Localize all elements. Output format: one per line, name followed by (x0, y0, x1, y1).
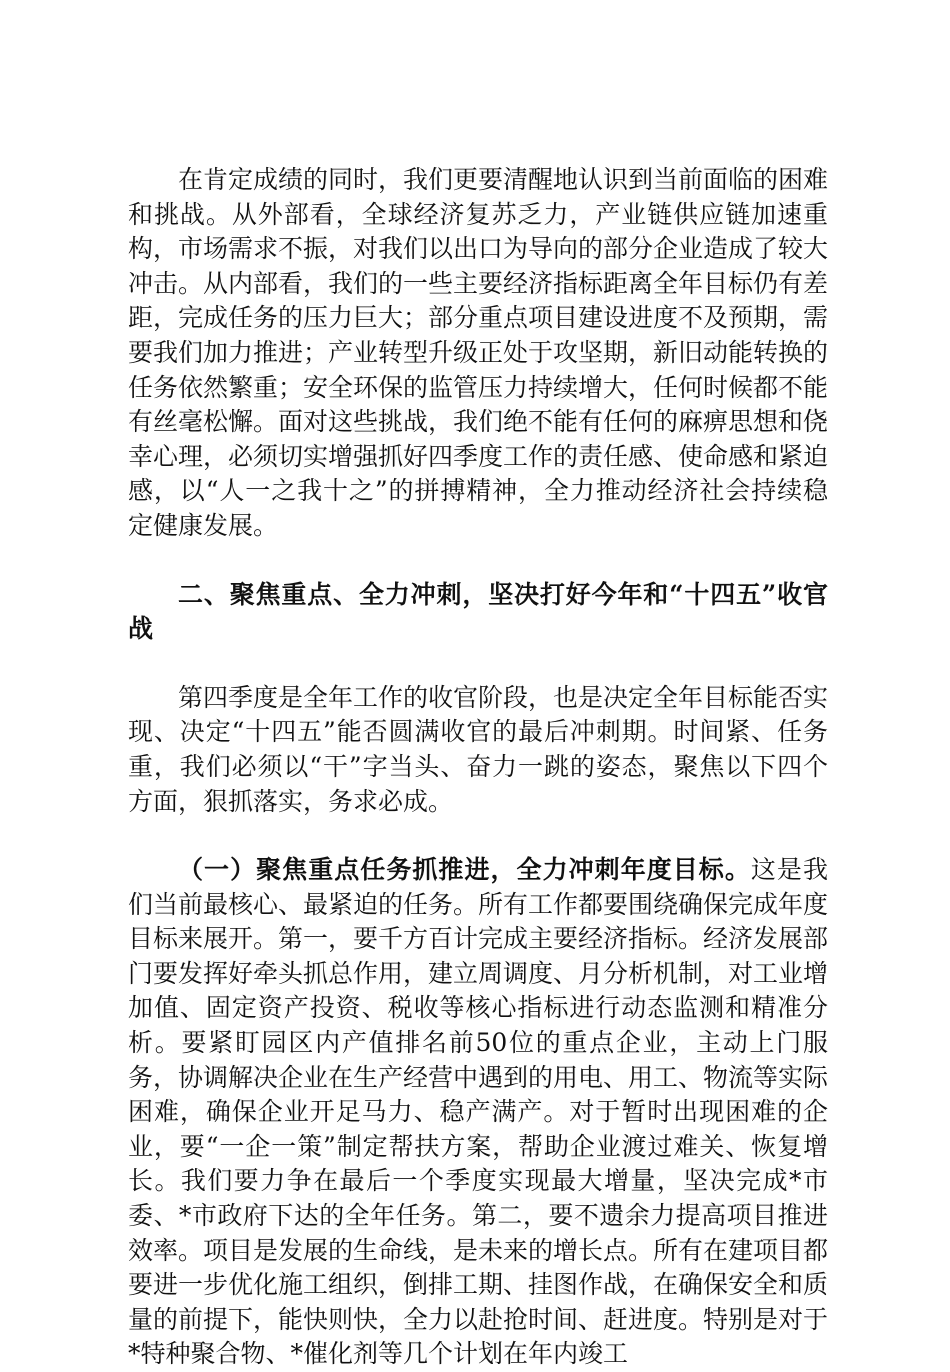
subsection-heading-1: （一）聚焦重点任务抓推进，全力冲刺年度目标。 (178, 855, 751, 885)
paragraph-challenges: 在肯定成绩的同时，我们更要清醒地认识到当前面临的困难和挑战。从外部看，全球经济复苏乏力，产业链供应链加速重构，市场需求不振，对我们以出口为导向的部分企业造成了较大冲击。从内部看，我们的一些主要经济指标距离全年目标仍有差距，完成任务的压力巨大；部分重点项目建设进度不及预期，需要我们加力推进；产业转型升级正处于攻坚期，新旧动能转换的任务依然繁重；安全环保的监管压力持续增大，任何时候都不能有丝毫松懈。面对这些挑战，我们绝不能有任何的麻痹思想和侥幸心理，必须切实增强抓好四季度工作的责任感、使命感和紧迫感，以“人一之我十之”的拼搏精神，全力推动经济社会持续稳定健康发展。 (128, 165, 829, 540)
paragraph-spacer (128, 544, 828, 578)
paragraph-fourth-quarter: 第四季度是全年工作的收官阶段，也是决定全年目标能否实现、决定“十四五”能否圆满收官的最后冲刺期。时间紧、任务重，我们必须以“干”字当头、奋力一跳的姿态，聚焦以下四个方面，狠抓落实，务求必成。 (128, 682, 829, 816)
subsection-body-1: 这是我们当前最核心、最紧迫的任务。所有工作都要围绕确保完成年度目标来展开。第一，要千方百计完成主要经济指标。经济发展部门要发挥好牵头抓总作用，建立周调度、月分析机制，对工业增加值、固定资产投资、税收等核心指标进行动态监测和精准分析。要紧盯园区内产值排名前50位的重点企业，主动上门服务，协调解决企业在生产经营中遇到的用电、用工、物流等实际困难，确保企业开足马力、稳产满产。对于暂时出现困难的企业，要“一企一策”制定帮扶方案，帮助企业渡过难关、恢复增长。我们要力争在最后一个季度实现最大增量，坚决完成*市委、*市政府下达的全年任务。第二，要不遗余力提高项目推进效率。项目是发展的生命线，是未来的增长点。所有在建项目都要进一步优化施工组织，倒排工期、挂图作战，在确保安全和质量的前提下，能快则快，全力以赴抢时间、赶进度。特别是对于*特种聚合物、*催化剂等几个计划在年内竣工 (128, 855, 829, 1369)
paragraph-key-tasks (128, 853, 828, 1372)
section-heading-2: 二、聚焦重点、全力冲刺，坚决打好今年和“十四五”收官战 (128, 579, 828, 644)
paragraph-spacer (128, 819, 828, 853)
document-body (128, 163, 828, 1372)
paragraph-spacer (128, 647, 828, 681)
